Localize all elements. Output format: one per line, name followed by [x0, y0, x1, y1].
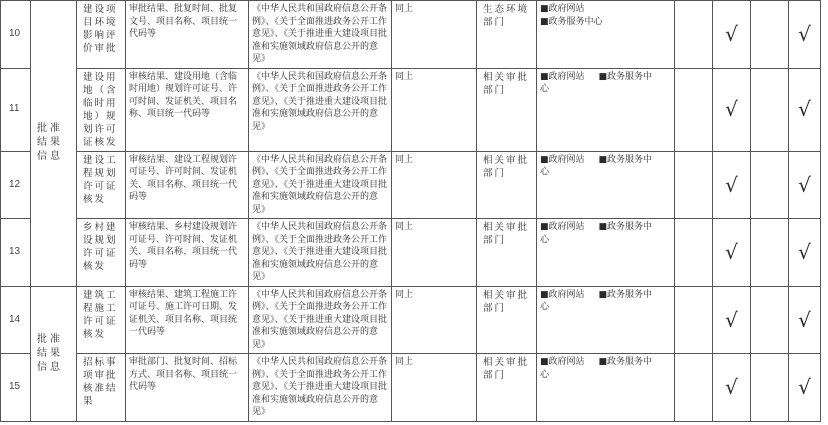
basis-cell: 《中华人民共和国政府信息公开条例》、《关于全面推进政务公开工作意见》、《关于推进重大建设项目批准和实施领域政府信息公开的意见》	[249, 219, 392, 287]
check-mark-icon: √	[713, 151, 751, 219]
subject-cell: 相关审批部门	[477, 354, 537, 422]
check-mark-icon: √	[713, 1, 751, 69]
content-cell: 审批结果、批复时间、批复文号、项目名称、项目统一代码等	[126, 1, 249, 69]
channel-government-website: ■政府网站	[540, 4, 585, 14]
check-mark-icon: √	[789, 151, 821, 219]
blank-cell	[675, 354, 713, 422]
row-number-cell: 11	[1, 68, 31, 151]
row-number-cell: 15	[1, 354, 31, 422]
channel-government-website: ■政府网站	[540, 222, 585, 232]
content-cell: 审核结果、乡村建设规划许可证号、许可时间、发证机关、项目名称、项目统一代码等	[126, 219, 249, 287]
table-row	[1, 219, 821, 287]
subject-cell: 相关审批部门	[477, 68, 537, 151]
check-mark-icon: √	[713, 68, 751, 151]
blank-cell	[751, 286, 789, 354]
check-mark-icon: √	[789, 219, 821, 287]
channel-cell	[537, 219, 675, 287]
time-cell: 同上	[392, 354, 477, 422]
channel-government-website: ■政府网站	[540, 154, 585, 165]
blank-cell	[675, 151, 713, 219]
item-cell: 建设工程规划许可证核发	[77, 151, 126, 219]
table-row	[1, 68, 821, 151]
check-mark-icon: √	[789, 1, 821, 69]
basis-cell: 《中华人民共和国政府信息公开条例》、《关于全面推进政务公开工作意见》、《关于推进重大建设项目批准和实施领域政府信息公开的意见》	[249, 1, 392, 69]
channel-service-center: ■政务服务中心	[540, 71, 653, 94]
channel-government-website: ■政府网站	[540, 289, 585, 300]
table-row	[1, 286, 821, 354]
channel-service-center: ■政务服务中心	[540, 289, 653, 312]
content-cell: 审批部门、批复时间、招标方式、项目名称、项目统一代码等	[126, 354, 249, 422]
row-number-cell: 14	[1, 286, 31, 354]
time-cell: 同上	[392, 286, 477, 354]
content-cell: 审核结果、建设工程规划许可证号、许可时间、发证机关、项目名称、项目统一代码等	[126, 151, 249, 219]
row-number-cell: 12	[1, 151, 31, 219]
item-cell: 建设用地（含临时用地）规划许可证核发	[77, 68, 126, 151]
subject-cell: 相关审批部门	[477, 151, 537, 219]
subject-cell: 生态环境部门	[477, 1, 537, 69]
table-body	[1, 1, 821, 422]
blank-cell	[675, 219, 713, 287]
check-mark-icon: √	[789, 354, 821, 422]
row-number-cell: 13	[1, 219, 31, 287]
blank-cell	[751, 219, 789, 287]
check-mark-icon: √	[713, 286, 751, 354]
item-cell: 建设项目环境影响评价审批	[77, 1, 126, 69]
blank-cell	[751, 1, 789, 69]
basis-cell: 《中华人民共和国政府信息公开条例》、《关于全面推进政务公开工作意见》、《关于推进重大建设项目批准和实施领域政府信息公开的意见》	[249, 286, 392, 354]
table-row	[1, 354, 821, 422]
item-cell: 建筑工程施工许可证核发	[77, 286, 126, 354]
blank-cell	[675, 68, 713, 151]
content-cell: 审核结果、建设用地（含临时用地）规划许可证号、许可时间、发证机关、项目名称、项目统一代码等	[126, 68, 249, 151]
channel-government-website: ■政府网站	[540, 357, 585, 367]
channel-cell	[537, 1, 675, 69]
check-mark-icon: √	[789, 68, 821, 151]
category-cell: 批准结果信息	[31, 286, 77, 422]
item-cell: 乡村建设规划许可证核发	[77, 219, 126, 287]
blank-cell	[751, 68, 789, 151]
time-cell: 同上	[392, 68, 477, 151]
time-cell: 同上	[392, 1, 477, 69]
subject-cell: 相关审批部门	[477, 286, 537, 354]
channel-cell	[537, 68, 675, 151]
content-cell: 审核结果、建筑工程施工许可证号、施工许可日期、发证机关、项目名称、项目统一代码等	[126, 286, 249, 354]
check-mark-icon: √	[713, 219, 751, 287]
time-cell: 同上	[392, 151, 477, 219]
channel-service-center: ■政务服务中心	[540, 154, 653, 177]
channel-service-center: ■政务服务中心	[540, 16, 603, 27]
channel-cell	[537, 354, 675, 422]
category-cell: 批准结果信息	[31, 1, 77, 287]
channel-cell	[537, 286, 675, 354]
basis-cell: 《中华人民共和国政府信息公开条例》、《关于全面推进政务公开工作意见》、《关于推进重大建设项目批准和实施领域政府信息公开的意见》	[249, 151, 392, 219]
check-mark-icon: √	[789, 286, 821, 354]
check-mark-icon: √	[713, 354, 751, 422]
channel-service-center: ■政务服务中心	[540, 222, 653, 245]
time-cell: 同上	[392, 219, 477, 287]
basis-cell: 《中华人民共和国政府信息公开条例》、《关于全面推进政务公开工作意见》、《关于推进重大建设项目批准和实施领域政府信息公开的意见》	[249, 68, 392, 151]
row-number-cell: 10	[1, 1, 31, 69]
subject-cell: 相关审批部门	[477, 219, 537, 287]
channel-service-center: ■政务服务中心	[540, 357, 653, 380]
basis-cell: 《中华人民共和国政府信息公开条例》、《关于全面推进政务公开工作意见》、《关于推进重大建设项目批准和实施领域政府信息公开的意见》	[249, 354, 392, 422]
table-row	[1, 1, 821, 69]
blank-cell	[751, 354, 789, 422]
blank-cell	[751, 151, 789, 219]
blank-cell	[675, 286, 713, 354]
blank-cell	[675, 1, 713, 69]
channel-government-website: ■政府网站	[540, 71, 585, 82]
item-cell: 招标事项审批核准结果	[77, 354, 126, 422]
channel-cell	[537, 151, 675, 219]
table-row	[1, 151, 821, 219]
